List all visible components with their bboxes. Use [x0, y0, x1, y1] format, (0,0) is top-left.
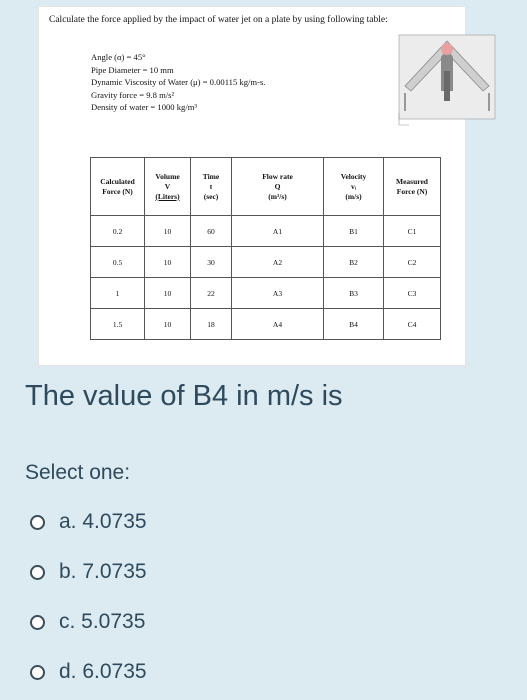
table-row — [91, 278, 441, 309]
param-viscosity: Dynamic Viscosity of Water (μ) = 0.00115 kg/m-s. — [91, 77, 266, 87]
table-cell: 10 — [145, 278, 191, 309]
header-line: Force (N) — [102, 186, 133, 196]
problem-document — [38, 6, 466, 366]
problem-title: Calculate the force applied by the impact of water jet on a plate by using following table: — [49, 15, 388, 25]
header-time — [191, 158, 232, 216]
header-calculated-force — [91, 158, 145, 216]
param-density: Density of water = 1000 kg/m³ — [91, 102, 197, 112]
table-row — [91, 216, 441, 247]
table-cell: 10 — [145, 216, 191, 247]
radio-button[interactable] — [30, 615, 45, 630]
table-cell: 0.5 — [91, 247, 145, 278]
data-table — [90, 157, 441, 340]
table-cell: B3 — [324, 278, 384, 309]
select-one-label: Select one: — [25, 461, 131, 484]
option-a[interactable] — [30, 507, 147, 537]
header-line: Volume — [155, 171, 180, 181]
header-line: Velocity — [340, 171, 367, 181]
table-cell: A4 — [232, 309, 324, 340]
header-line: Time — [202, 171, 220, 181]
table-cell: 10 — [145, 247, 191, 278]
header-line: t — [209, 181, 213, 191]
header-line: Calculated — [100, 176, 135, 186]
header-line: Measured — [396, 176, 428, 186]
table-cell: B2 — [324, 247, 384, 278]
option-label[interactable]: c. 5.0735 — [59, 610, 146, 633]
option-label[interactable]: d. 6.0735 — [59, 660, 147, 683]
header-line: vᵢ — [350, 181, 357, 191]
header-measured-force — [384, 158, 441, 216]
header-line: Q — [274, 181, 281, 191]
radio-button[interactable] — [30, 665, 45, 680]
radio-button[interactable] — [30, 565, 45, 580]
table-header-row — [91, 158, 441, 216]
question-text: The value of B4 in m/s is — [25, 380, 343, 412]
option-label[interactable]: b. 7.0735 — [59, 560, 147, 583]
table-cell: A3 — [232, 278, 324, 309]
header-flow-rate — [232, 158, 324, 216]
header-line: V — [164, 181, 171, 191]
header-line: Force (N) — [396, 186, 428, 196]
header-line: (Liters) — [155, 191, 180, 201]
header-line: (m³/s) — [268, 191, 287, 201]
option-label[interactable]: a. 4.0735 — [59, 510, 147, 533]
table-cell: 0.2 — [91, 216, 145, 247]
param-gravity: Gravity force = 9.8 m/s² — [91, 89, 175, 100]
table-cell: 18 — [191, 309, 232, 340]
table-cell: 10 — [145, 309, 191, 340]
header-velocity — [324, 158, 384, 216]
header-line: (sec) — [203, 191, 219, 201]
header-line: Flow rate — [262, 171, 293, 181]
header-volume — [145, 158, 191, 216]
parameter-list — [91, 51, 265, 114]
table-row — [91, 309, 441, 340]
table-cell: A2 — [232, 247, 324, 278]
table-cell: C2 — [384, 247, 441, 278]
option-d[interactable] — [30, 657, 147, 687]
table-cell: 22 — [191, 278, 232, 309]
table-cell: C3 — [384, 278, 441, 309]
param-pipe-diameter: Pipe Diameter = 10 mm — [91, 64, 174, 75]
table-cell: 30 — [191, 247, 232, 278]
table-cell: B4 — [324, 309, 384, 340]
option-c[interactable] — [30, 607, 145, 637]
table-cell: 1 — [91, 278, 145, 309]
table-row — [91, 247, 441, 278]
jet-plate-diagram — [397, 31, 497, 131]
param-angle: Angle (α) = 45° — [91, 52, 146, 62]
table-cell: C1 — [384, 216, 441, 247]
radio-button[interactable] — [30, 515, 45, 530]
table-cell: A1 — [232, 216, 324, 247]
table-cell: C4 — [384, 309, 441, 340]
option-b[interactable] — [30, 557, 147, 587]
header-line: (m/s) — [345, 191, 362, 201]
table-cell: B1 — [324, 216, 384, 247]
table-cell: 1.5 — [91, 309, 145, 340]
table-cell: 60 — [191, 216, 232, 247]
